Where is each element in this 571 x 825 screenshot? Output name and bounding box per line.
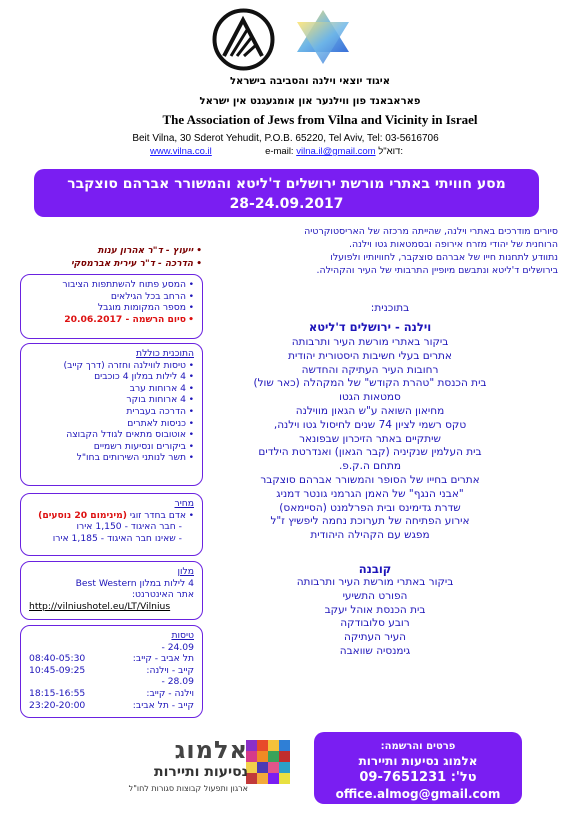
kovno-program-list <box>250 576 500 659</box>
trip-title: מסע חוויתי באתרי מורשת ירושלים ד'ליטא והמשורר אברהם סוצקבר <box>67 176 506 192</box>
price-box <box>20 493 203 556</box>
list-item: שדרת גדימינס ובית הפרלמנט (הסיימאס) <box>279 501 461 514</box>
price-line-room: • אדם בחדר זוגי (מינימום 20 נוסעים) <box>29 510 186 522</box>
flight-row: קייב - וילנה: 10:45-09:25 <box>29 664 194 676</box>
list-item: • תשר לנותני השירותים בחו"ל <box>29 452 186 464</box>
list-item: • המסע פתוח להשתתפות הציבור <box>29 279 186 291</box>
list-item: • כניסות לאתרים <box>29 418 186 430</box>
email-label: e-mail: <box>265 146 294 157</box>
intro-line: סיורים מודרכים באתרי וילנה, שהייתה מרכזה של האריסטוקרטיה <box>304 226 558 237</box>
hotel-name-line: 4 לילות במלון Best Western <box>75 577 194 589</box>
header-english-title: The Association of Jews from Vilna and Vicinity in Israel <box>162 112 478 127</box>
almog-brand-name: אלמוג <box>174 736 248 764</box>
list-item: • הדרכה בעברית <box>29 406 186 418</box>
contact-box <box>314 732 522 804</box>
includes-box <box>20 343 203 486</box>
list-item: מחיאון השואה ע"ש הגאון מווילנה <box>295 404 445 417</box>
list-item: גימנסיה שוואבה <box>339 644 411 657</box>
list-item: ביקור באתרי מורשת העיר ותרבותה <box>296 576 454 588</box>
list-item: בית הכנסת אוהל יעקב <box>324 603 426 616</box>
association-logo <box>211 8 276 71</box>
list-item: בית העלמין שנקיניה (קבר הגאון) ואנדרטת הילדים <box>258 446 482 459</box>
list-item: • טיסות לווילנה וחזרה (דרך קייב) <box>29 360 186 372</box>
list-item: • 4 ארוחות בוקר <box>29 394 186 406</box>
list-item: רובע סלובודקה <box>340 617 410 630</box>
list-item: אירוע הפתיחה של תערוכת נחמה ליפשיץ ז"ל <box>270 515 470 528</box>
title-banner <box>34 169 539 217</box>
flight-row: קייב - תל אביב: 23:20-20:00 <box>29 699 194 711</box>
kovno-section-title: קובנה <box>358 562 392 576</box>
almog-mosaic-logo <box>246 740 290 784</box>
hotel-website-label: אתר האינטרנט: <box>131 589 194 601</box>
includes-title: התוכנית כוללת <box>136 348 194 359</box>
vilnius-section-title: וילנה - ירושלים ד'ליטא <box>308 320 432 334</box>
list-item: שיתקיים באתר הזיכרון שבפונאר <box>299 432 441 445</box>
header-contact-line <box>150 146 460 157</box>
star-of-david-icon <box>293 8 353 66</box>
list-item: רחובות העיר העתיקה והחדשה <box>301 363 439 376</box>
list-item: מפגש עם הקהילה היהודית <box>310 529 430 542</box>
intro-line: נתוודע לתחנות חייו של אברהם סוצקבר, לחוויותיו ולפועלו <box>330 252 558 263</box>
guide-line: • הדרכה - ד"ר עירית אברמסקי <box>71 259 202 269</box>
trip-dates: 28-24.09.2017 <box>229 196 344 212</box>
intro-line: הרוחנית של יהודי מזרח אירופה ובסמטאות גטו וילנה. <box>349 239 558 250</box>
list-item: אתרים בעלי חשיבות היסטורית יהודית <box>288 349 452 362</box>
header-yiddish-title: פאראבאנד פון ווילנער און אומגעגנט אין ישראל <box>199 96 421 107</box>
header-address: Beit Vilna, 30 Sderot Yehudit, P.O.B. 65220, Tel Aviv, Tel: 03-5616706 <box>132 133 439 144</box>
registration-box <box>20 274 203 339</box>
list-item: • ביקורים ונסיעות רשמיים <box>29 441 186 453</box>
list-item: • הרחב בכל הגילאים <box>29 291 186 303</box>
contact-phone: טל': 09-7651231 <box>359 770 477 785</box>
website-link[interactable]: www.vilna.co.il <box>150 146 212 157</box>
intro-paragraph <box>214 225 558 277</box>
contact-heading: פרטים והרשמה: <box>380 741 456 752</box>
list-item: • 4 ארוחות ערב <box>29 383 186 395</box>
registration-deadline: • סיום הרשמה - 20.06.2017 <box>29 314 186 326</box>
list-item: "אבני הנגף" של האמן הגרמני גונטר דמניג <box>276 487 464 500</box>
advisor-line: • ייעוץ - ד"ר אהרון ענות <box>97 246 202 256</box>
list-item: • 4 לילות במלון 4 כוכבים <box>29 371 186 383</box>
hotel-website-link[interactable]: http://vilniushotel.eu/LT/Vilnius <box>29 600 171 612</box>
header-hebrew-title: איגוד יוצאי וילנה והסביבה בישראל <box>230 76 390 87</box>
list-item: מתחם ה.ק.פ. <box>338 460 402 473</box>
almog-brand-subtitle: נסיעות ותיירות <box>154 764 248 780</box>
hotel-title: מלון <box>177 566 194 577</box>
flight-row: 28.09 - <box>161 676 194 688</box>
list-item: • אוטובוס מתאים לגודל הקבוצה <box>29 429 186 441</box>
flights-box <box>20 625 203 718</box>
contact-email[interactable]: office.almog@gmail.com <box>335 787 501 801</box>
flight-row: תל אביב - קייב: 08:40-05:30 <box>29 653 194 665</box>
list-item: הפורט התשיעי <box>342 589 408 602</box>
hotel-box <box>20 561 203 620</box>
flight-row: וילנה - קייב: 18:15-16:55 <box>29 687 194 699</box>
almog-tagline: ארגון ותפעול קבוצות סגורות לחו"ל <box>128 784 248 793</box>
price-nonmember: - שאינו חבר האיגוד - 1,185 אירו <box>52 532 182 544</box>
list-item: העיר העתיקה <box>343 631 407 644</box>
price-title: מחיר <box>174 498 194 509</box>
list-item: סמטאות הגטו <box>339 391 401 404</box>
list-item: • מספר המקומות מוגבל <box>29 302 186 314</box>
advisors-list <box>22 245 202 271</box>
price-member: - חבר האיגוד - 1,150 אירו <box>76 521 182 533</box>
list-item: בית הכנסת "טהרת הקודש" של המקהלה (כאר שול) <box>253 377 487 390</box>
vilnius-program-list <box>200 336 540 543</box>
email-hebrew-label: דוא"ל: <box>378 146 403 157</box>
email-link[interactable]: vilna.il@gmail.com <box>296 146 376 157</box>
program-heading: בתוכנית: <box>370 302 410 314</box>
list-item: טקס רשמי לציון 74 שנים לחיסול גטו וילנה, <box>273 418 467 431</box>
contact-company: אלמוג נסיעות ותיירות <box>358 754 478 768</box>
list-item: ביקור באתרי מורשת העיר ותרבותה <box>291 336 449 348</box>
flights-title: טיסות <box>171 630 194 641</box>
intro-line: בירושלים ד'ליטא ונתבשם מיופיין התרבותי של העיר והקהילה. <box>316 265 558 276</box>
flight-row: 24.09 - <box>161 641 194 653</box>
list-item: אתרים בחייו של הסופר והמשורר אברהם סוצקבר <box>260 473 480 486</box>
